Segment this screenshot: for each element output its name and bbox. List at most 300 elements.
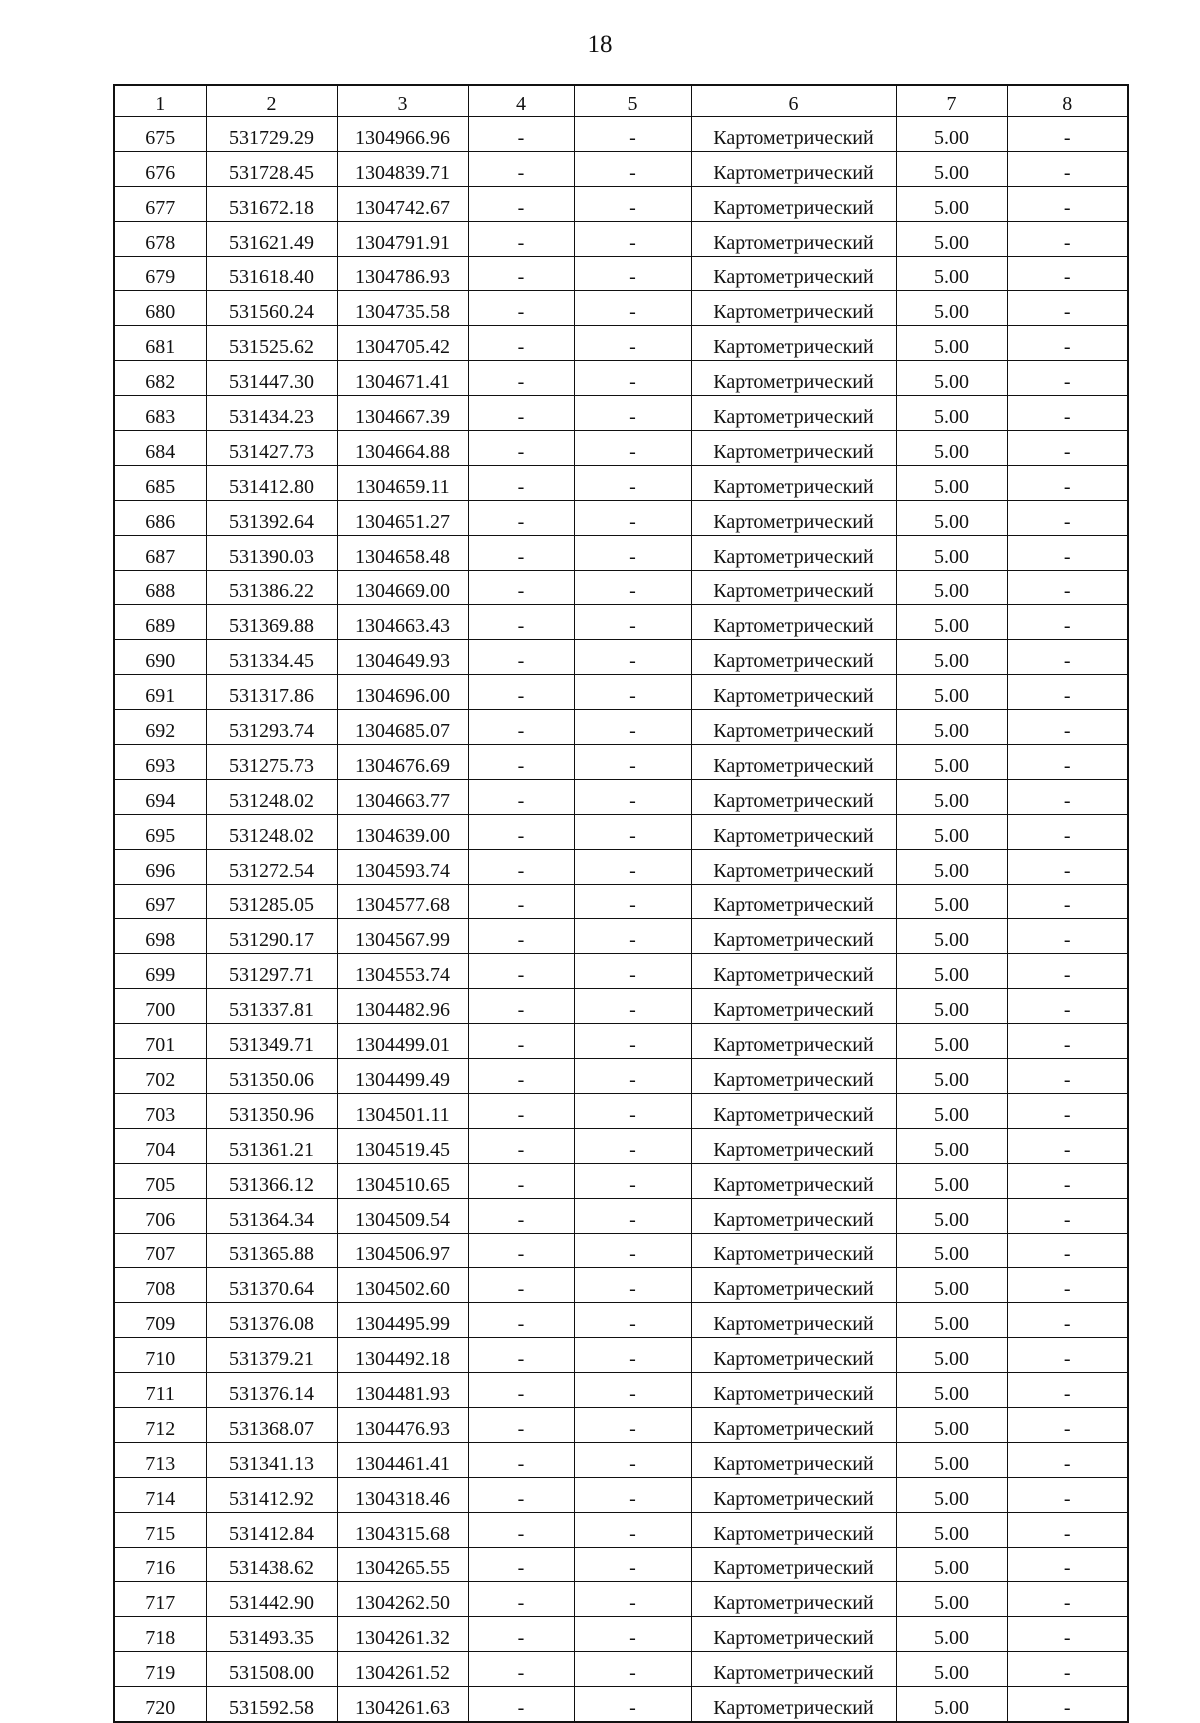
table-cell: 711 bbox=[114, 1373, 206, 1408]
table-cell: - bbox=[1007, 1652, 1128, 1687]
table-body bbox=[114, 117, 1128, 1722]
table-cell: 719 bbox=[114, 1652, 206, 1687]
table-cell: 5.00 bbox=[896, 1059, 1007, 1094]
table-cell: 5.00 bbox=[896, 396, 1007, 431]
table-row bbox=[114, 1233, 1128, 1268]
table-cell: - bbox=[574, 849, 691, 884]
table-cell: - bbox=[468, 1547, 574, 1582]
table-row bbox=[114, 396, 1128, 431]
table-cell: 5.00 bbox=[896, 256, 1007, 291]
table-cell: 1304663.43 bbox=[337, 605, 468, 640]
table-cell: 1304265.55 bbox=[337, 1547, 468, 1582]
table-row bbox=[114, 500, 1128, 535]
table-cell: 694 bbox=[114, 779, 206, 814]
table-cell: 688 bbox=[114, 570, 206, 605]
table-cell: 531412.80 bbox=[206, 465, 337, 500]
table-cell: 531366.12 bbox=[206, 1163, 337, 1198]
table-cell: 5.00 bbox=[896, 1233, 1007, 1268]
table-cell: 713 bbox=[114, 1442, 206, 1477]
table-row bbox=[114, 884, 1128, 919]
table-cell: - bbox=[1007, 779, 1128, 814]
table-cell: 531442.90 bbox=[206, 1582, 337, 1617]
table-row bbox=[114, 1477, 1128, 1512]
table-cell: 5.00 bbox=[896, 1582, 1007, 1617]
table-cell: - bbox=[574, 1093, 691, 1128]
table-row bbox=[114, 1687, 1128, 1722]
table-cell: - bbox=[468, 745, 574, 780]
table-cell: - bbox=[1007, 1128, 1128, 1163]
table-row bbox=[114, 1128, 1128, 1163]
table-row bbox=[114, 535, 1128, 570]
table-row bbox=[114, 605, 1128, 640]
table-cell: 1304649.93 bbox=[337, 640, 468, 675]
table-cell: 707 bbox=[114, 1233, 206, 1268]
table-cell: 696 bbox=[114, 849, 206, 884]
table-cell: 1304667.39 bbox=[337, 396, 468, 431]
table-cell: 531447.30 bbox=[206, 361, 337, 396]
table-cell: Картометрический bbox=[691, 1233, 896, 1268]
table-cell: - bbox=[468, 884, 574, 919]
table-cell: Картометрический bbox=[691, 884, 896, 919]
table-cell: - bbox=[468, 1652, 574, 1687]
table-row bbox=[114, 221, 1128, 256]
table-cell: Картометрический bbox=[691, 1547, 896, 1582]
table-cell: 5.00 bbox=[896, 1687, 1007, 1722]
table-cell: 687 bbox=[114, 535, 206, 570]
table-row bbox=[114, 186, 1128, 221]
table-cell: 1304671.41 bbox=[337, 361, 468, 396]
table-row bbox=[114, 1407, 1128, 1442]
table-row bbox=[114, 1093, 1128, 1128]
table-cell: - bbox=[574, 256, 691, 291]
table-cell: - bbox=[1007, 605, 1128, 640]
table-cell: 5.00 bbox=[896, 1093, 1007, 1128]
table-cell: 1304839.71 bbox=[337, 151, 468, 186]
table-cell: 686 bbox=[114, 500, 206, 535]
table-cell: - bbox=[574, 1442, 691, 1477]
table-row bbox=[114, 640, 1128, 675]
table-cell: 1304658.48 bbox=[337, 535, 468, 570]
table-cell: 531379.21 bbox=[206, 1338, 337, 1373]
table-cell: - bbox=[468, 1338, 574, 1373]
table-cell: 531275.73 bbox=[206, 745, 337, 780]
table-cell: 1304510.65 bbox=[337, 1163, 468, 1198]
table-cell: 1304261.52 bbox=[337, 1652, 468, 1687]
table-cell: - bbox=[1007, 1407, 1128, 1442]
table-cell: 531350.96 bbox=[206, 1093, 337, 1128]
table-cell: Картометрический bbox=[691, 186, 896, 221]
table-cell: - bbox=[468, 710, 574, 745]
table-cell: - bbox=[574, 291, 691, 326]
table-cell: - bbox=[574, 745, 691, 780]
table-cell: 1304506.97 bbox=[337, 1233, 468, 1268]
table-cell: 1304499.01 bbox=[337, 1024, 468, 1059]
table-cell: - bbox=[574, 1477, 691, 1512]
table-cell: - bbox=[1007, 1338, 1128, 1373]
table-cell: 531592.58 bbox=[206, 1687, 337, 1722]
table-cell: - bbox=[468, 814, 574, 849]
table-cell: - bbox=[1007, 710, 1128, 745]
table-cell: 531248.02 bbox=[206, 814, 337, 849]
table-cell: Картометрический bbox=[691, 605, 896, 640]
table-cell: - bbox=[1007, 431, 1128, 466]
table-cell: 675 bbox=[114, 117, 206, 152]
table-cell: - bbox=[574, 500, 691, 535]
table-cell: - bbox=[574, 361, 691, 396]
table-cell: 5.00 bbox=[896, 849, 1007, 884]
table-cell: 5.00 bbox=[896, 431, 1007, 466]
column-header: 1 bbox=[114, 85, 206, 117]
table-cell: 1304481.93 bbox=[337, 1373, 468, 1408]
table-cell: 703 bbox=[114, 1093, 206, 1128]
table-cell: 5.00 bbox=[896, 814, 1007, 849]
table-cell: - bbox=[468, 1477, 574, 1512]
table-cell: Картометрический bbox=[691, 1617, 896, 1652]
table-cell: 684 bbox=[114, 431, 206, 466]
table-cell: 5.00 bbox=[896, 675, 1007, 710]
table-cell: - bbox=[468, 535, 574, 570]
table-cell: 678 bbox=[114, 221, 206, 256]
table-cell: - bbox=[468, 1233, 574, 1268]
table-cell: 1304261.32 bbox=[337, 1617, 468, 1652]
table-cell: 710 bbox=[114, 1338, 206, 1373]
table-cell: 5.00 bbox=[896, 221, 1007, 256]
table-cell: 1304553.74 bbox=[337, 954, 468, 989]
table-cell: - bbox=[574, 1407, 691, 1442]
table-cell: - bbox=[1007, 675, 1128, 710]
table-cell: - bbox=[468, 989, 574, 1024]
table-cell: - bbox=[1007, 396, 1128, 431]
table-cell: 531369.88 bbox=[206, 605, 337, 640]
table-cell: 716 bbox=[114, 1547, 206, 1582]
table-cell: - bbox=[468, 465, 574, 500]
table-cell: 699 bbox=[114, 954, 206, 989]
table-cell: 5.00 bbox=[896, 1442, 1007, 1477]
table-cell: 5.00 bbox=[896, 1163, 1007, 1198]
table-cell: - bbox=[1007, 1198, 1128, 1233]
table-cell: 531392.64 bbox=[206, 500, 337, 535]
table-cell: Картометрический bbox=[691, 117, 896, 152]
table-cell: 531525.62 bbox=[206, 326, 337, 361]
table-row bbox=[114, 151, 1128, 186]
table-cell: - bbox=[468, 151, 574, 186]
table-cell: Картометрический bbox=[691, 1093, 896, 1128]
table-cell: 5.00 bbox=[896, 500, 1007, 535]
table-cell: - bbox=[468, 1303, 574, 1338]
table-cell: 531370.64 bbox=[206, 1268, 337, 1303]
table-cell: Картометрический bbox=[691, 1582, 896, 1617]
table-cell: Картометрический bbox=[691, 1163, 896, 1198]
column-header: 6 bbox=[691, 85, 896, 117]
table-cell: 1304659.11 bbox=[337, 465, 468, 500]
table-cell: - bbox=[1007, 989, 1128, 1024]
table-cell: - bbox=[468, 954, 574, 989]
table-row bbox=[114, 1547, 1128, 1582]
table-cell: 531248.02 bbox=[206, 779, 337, 814]
table-cell: 679 bbox=[114, 256, 206, 291]
table-cell: - bbox=[1007, 361, 1128, 396]
table-cell: 1304495.99 bbox=[337, 1303, 468, 1338]
table-cell: - bbox=[574, 710, 691, 745]
table-cell: Картометрический bbox=[691, 710, 896, 745]
table-cell: Картометрический bbox=[691, 1128, 896, 1163]
table-cell: 720 bbox=[114, 1687, 206, 1722]
table-cell: - bbox=[468, 1268, 574, 1303]
table-cell: - bbox=[468, 1163, 574, 1198]
table-cell: 531386.22 bbox=[206, 570, 337, 605]
table-cell: 1304735.58 bbox=[337, 291, 468, 326]
table-cell: 683 bbox=[114, 396, 206, 431]
table-cell: 5.00 bbox=[896, 361, 1007, 396]
table-cell: 5.00 bbox=[896, 570, 1007, 605]
table-cell: - bbox=[468, 221, 574, 256]
table-cell: - bbox=[574, 535, 691, 570]
table-cell: - bbox=[574, 814, 691, 849]
table-cell: 1304262.50 bbox=[337, 1582, 468, 1617]
table-cell: Картометрический bbox=[691, 675, 896, 710]
table-cell: - bbox=[574, 1582, 691, 1617]
table-cell: - bbox=[574, 431, 691, 466]
table-cell: - bbox=[574, 1512, 691, 1547]
table-cell: - bbox=[1007, 465, 1128, 500]
table-cell: Картометрический bbox=[691, 814, 896, 849]
table-cell: - bbox=[574, 1652, 691, 1687]
table-cell: - bbox=[468, 1059, 574, 1094]
table-cell: - bbox=[1007, 500, 1128, 535]
table-cell: - bbox=[1007, 1617, 1128, 1652]
table-cell: 718 bbox=[114, 1617, 206, 1652]
table-row bbox=[114, 779, 1128, 814]
table-row bbox=[114, 1024, 1128, 1059]
table-cell: - bbox=[574, 326, 691, 361]
table-cell: 712 bbox=[114, 1407, 206, 1442]
table-cell: 5.00 bbox=[896, 1547, 1007, 1582]
table-row bbox=[114, 431, 1128, 466]
table-cell: 531317.86 bbox=[206, 675, 337, 710]
table-cell: 531349.71 bbox=[206, 1024, 337, 1059]
table-cell: 531285.05 bbox=[206, 884, 337, 919]
table-row bbox=[114, 465, 1128, 500]
table-cell: 1304501.11 bbox=[337, 1093, 468, 1128]
table-cell: 531728.45 bbox=[206, 151, 337, 186]
table-cell: 531334.45 bbox=[206, 640, 337, 675]
table-cell: 1304499.49 bbox=[337, 1059, 468, 1094]
table-cell: 5.00 bbox=[896, 465, 1007, 500]
table-cell: 531272.54 bbox=[206, 849, 337, 884]
table-row bbox=[114, 1617, 1128, 1652]
table-cell: - bbox=[574, 1303, 691, 1338]
table-cell: Картометрический bbox=[691, 256, 896, 291]
table-cell: 5.00 bbox=[896, 1477, 1007, 1512]
table-cell: - bbox=[574, 570, 691, 605]
table-cell: 708 bbox=[114, 1268, 206, 1303]
table-cell: 531560.24 bbox=[206, 291, 337, 326]
table-cell: 5.00 bbox=[896, 1024, 1007, 1059]
table-cell: - bbox=[1007, 1303, 1128, 1338]
table-cell: Картометрический bbox=[691, 1338, 896, 1373]
table-cell: 1304482.96 bbox=[337, 989, 468, 1024]
table-cell: - bbox=[574, 117, 691, 152]
table-cell: 5.00 bbox=[896, 640, 1007, 675]
table-cell: 531297.71 bbox=[206, 954, 337, 989]
table-cell: 5.00 bbox=[896, 1617, 1007, 1652]
column-header: 2 bbox=[206, 85, 337, 117]
table-cell: - bbox=[1007, 221, 1128, 256]
table-cell: Картометрический bbox=[691, 326, 896, 361]
table-cell: Картометрический bbox=[691, 396, 896, 431]
table-cell: Картометрический bbox=[691, 1303, 896, 1338]
table-cell: 689 bbox=[114, 605, 206, 640]
table-cell: 5.00 bbox=[896, 919, 1007, 954]
table-cell: 531376.14 bbox=[206, 1373, 337, 1408]
table-cell: - bbox=[574, 1687, 691, 1722]
table-cell: 531365.88 bbox=[206, 1233, 337, 1268]
table-cell: 5.00 bbox=[896, 1338, 1007, 1373]
table-cell: - bbox=[574, 1163, 691, 1198]
table-cell: - bbox=[468, 186, 574, 221]
table-cell: 5.00 bbox=[896, 1512, 1007, 1547]
table-cell: Картометрический bbox=[691, 361, 896, 396]
table-cell: 5.00 bbox=[896, 605, 1007, 640]
table-cell: Картометрический bbox=[691, 1652, 896, 1687]
table-cell: 677 bbox=[114, 186, 206, 221]
table-cell: - bbox=[1007, 1093, 1128, 1128]
table-row bbox=[114, 570, 1128, 605]
header-row bbox=[114, 85, 1128, 117]
table-cell: 5.00 bbox=[896, 1373, 1007, 1408]
table-row bbox=[114, 1268, 1128, 1303]
table-cell: 1304663.77 bbox=[337, 779, 468, 814]
table-cell: 531364.34 bbox=[206, 1198, 337, 1233]
table-row bbox=[114, 291, 1128, 326]
table-cell: - bbox=[1007, 291, 1128, 326]
table-cell: - bbox=[574, 396, 691, 431]
table-row bbox=[114, 814, 1128, 849]
table-cell: Картометрический bbox=[691, 291, 896, 326]
table-cell: 1304476.93 bbox=[337, 1407, 468, 1442]
table-row bbox=[114, 1512, 1128, 1547]
table-cell: 531729.29 bbox=[206, 117, 337, 152]
column-header: 8 bbox=[1007, 85, 1128, 117]
table-cell: 531361.21 bbox=[206, 1128, 337, 1163]
table-cell: 1304577.68 bbox=[337, 884, 468, 919]
table-cell: Картометрический bbox=[691, 989, 896, 1024]
table-cell: - bbox=[574, 675, 691, 710]
table-cell: 715 bbox=[114, 1512, 206, 1547]
table-cell: - bbox=[574, 186, 691, 221]
table-cell: 681 bbox=[114, 326, 206, 361]
table-cell: - bbox=[574, 465, 691, 500]
table-cell: 1304664.88 bbox=[337, 431, 468, 466]
table-cell: - bbox=[574, 1059, 691, 1094]
table-cell: Картометрический bbox=[691, 1512, 896, 1547]
table-cell: 701 bbox=[114, 1024, 206, 1059]
table-cell: - bbox=[574, 221, 691, 256]
table-cell: - bbox=[574, 151, 691, 186]
table-cell: 1304567.99 bbox=[337, 919, 468, 954]
table-cell: - bbox=[1007, 1163, 1128, 1198]
table-cell: 717 bbox=[114, 1582, 206, 1617]
table-cell: - bbox=[468, 1582, 574, 1617]
table-cell: 709 bbox=[114, 1303, 206, 1338]
table-cell: Картометрический bbox=[691, 849, 896, 884]
table-row bbox=[114, 1338, 1128, 1373]
table-row bbox=[114, 1652, 1128, 1687]
table-cell: - bbox=[1007, 1477, 1128, 1512]
table-cell: 5.00 bbox=[896, 989, 1007, 1024]
table-cell: 531438.62 bbox=[206, 1547, 337, 1582]
table-cell: - bbox=[1007, 919, 1128, 954]
table-cell: - bbox=[468, 779, 574, 814]
table-cell: - bbox=[468, 1617, 574, 1652]
table-cell: - bbox=[1007, 1687, 1128, 1722]
table-cell: - bbox=[1007, 1059, 1128, 1094]
table-cell: Картометрический bbox=[691, 919, 896, 954]
table-cell: - bbox=[1007, 1512, 1128, 1547]
table-cell: - bbox=[1007, 745, 1128, 780]
table-row bbox=[114, 117, 1128, 152]
table-cell: - bbox=[574, 1547, 691, 1582]
table-cell: - bbox=[574, 954, 691, 989]
table-cell: 692 bbox=[114, 710, 206, 745]
table-cell: 1304651.27 bbox=[337, 500, 468, 535]
table-cell: 1304696.00 bbox=[337, 675, 468, 710]
table-cell: 531508.00 bbox=[206, 1652, 337, 1687]
table-cell: - bbox=[468, 605, 574, 640]
table-cell: 531337.81 bbox=[206, 989, 337, 1024]
table-row bbox=[114, 1303, 1128, 1338]
table-cell: 1304593.74 bbox=[337, 849, 468, 884]
table-cell: - bbox=[468, 675, 574, 710]
table-cell: 531290.17 bbox=[206, 919, 337, 954]
table-cell: - bbox=[1007, 326, 1128, 361]
table-cell: 1304742.67 bbox=[337, 186, 468, 221]
table-cell: Картометрический bbox=[691, 1687, 896, 1722]
table-cell: - bbox=[574, 779, 691, 814]
table-cell: 5.00 bbox=[896, 1652, 1007, 1687]
table-cell: - bbox=[468, 1442, 574, 1477]
table-cell: - bbox=[574, 605, 691, 640]
table-cell: - bbox=[574, 1268, 691, 1303]
table-cell: - bbox=[1007, 535, 1128, 570]
table-cell: - bbox=[468, 640, 574, 675]
table-cell: 705 bbox=[114, 1163, 206, 1198]
table-cell: 1304966.96 bbox=[337, 117, 468, 152]
table-row bbox=[114, 1582, 1128, 1617]
table-cell: 5.00 bbox=[896, 884, 1007, 919]
table-cell: 5.00 bbox=[896, 779, 1007, 814]
table-cell: Картометрический bbox=[691, 1268, 896, 1303]
table-cell: - bbox=[574, 1617, 691, 1652]
table-cell: Картометрический bbox=[691, 954, 896, 989]
table-cell: 531341.13 bbox=[206, 1442, 337, 1477]
table-cell: Картометрический bbox=[691, 535, 896, 570]
table-cell: 706 bbox=[114, 1198, 206, 1233]
table-cell: 1304509.54 bbox=[337, 1198, 468, 1233]
table-cell: - bbox=[468, 919, 574, 954]
table-cell: 5.00 bbox=[896, 151, 1007, 186]
table-cell: - bbox=[468, 1373, 574, 1408]
table-cell: 691 bbox=[114, 675, 206, 710]
table-cell: 714 bbox=[114, 1477, 206, 1512]
table-cell: 531672.18 bbox=[206, 186, 337, 221]
table-cell: - bbox=[468, 570, 574, 605]
table-cell: 531350.06 bbox=[206, 1059, 337, 1094]
table-cell: Картометрический bbox=[691, 1407, 896, 1442]
table-cell: - bbox=[1007, 256, 1128, 291]
table-cell: 5.00 bbox=[896, 1303, 1007, 1338]
table-row bbox=[114, 1163, 1128, 1198]
